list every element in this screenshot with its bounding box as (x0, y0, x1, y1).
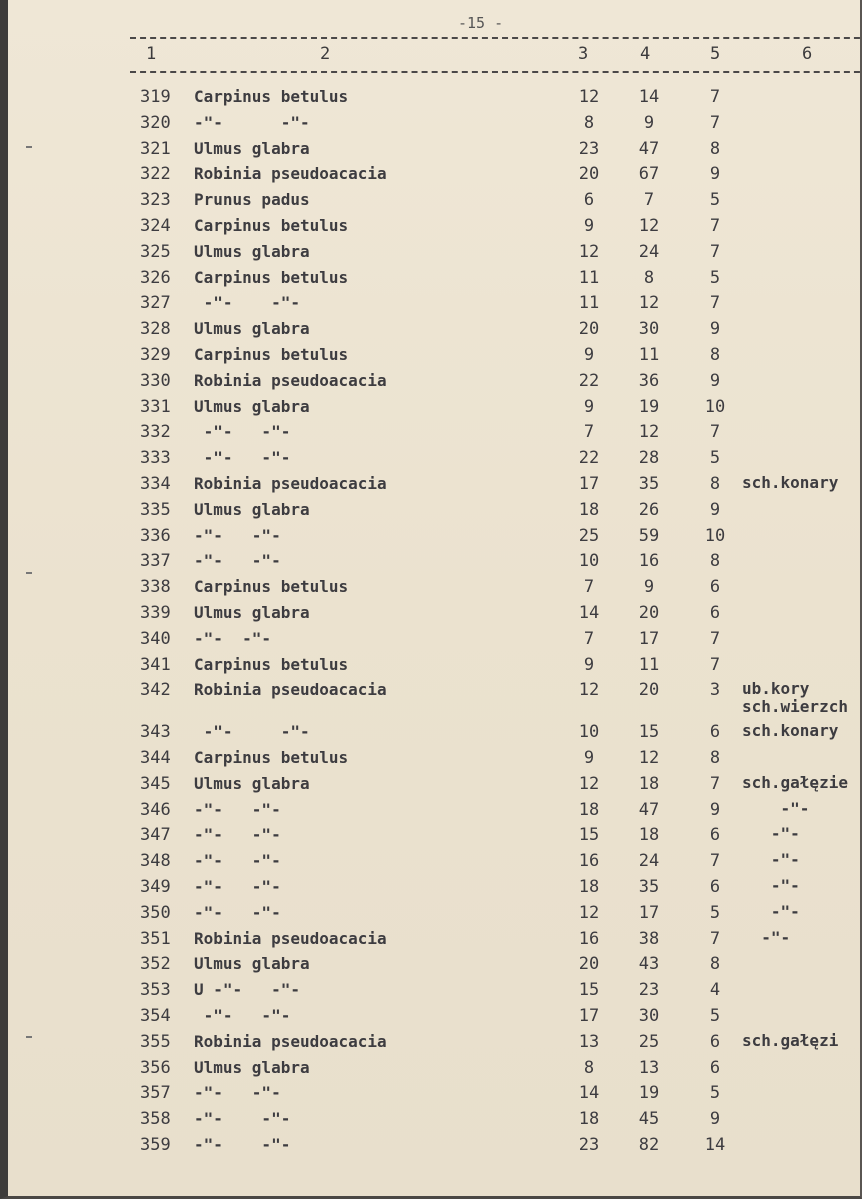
row-number: 338 (140, 577, 171, 598)
col-4-value: 8 (643, 267, 655, 288)
row-number: 330 (140, 370, 171, 391)
table-row (8, 139, 862, 163)
row-number: 327 (140, 293, 171, 314)
col-5-value: 7 (709, 773, 721, 794)
col-3-value: 8 (583, 112, 595, 133)
row-number: 353 (140, 980, 171, 1001)
table-row (8, 722, 862, 746)
species-name: Carpinus betulus (194, 345, 349, 364)
table-row (8, 851, 862, 875)
col-3-value: 12 (578, 241, 600, 262)
col-5-value: 8 (709, 474, 721, 494)
col-5-value: 9 (709, 164, 721, 185)
col-4-value: 9 (643, 112, 655, 133)
col-5-value: 7 (709, 851, 721, 872)
header-rule-top (130, 37, 862, 39)
col-5-value: 6 (709, 722, 721, 743)
col-4-value: 18 (638, 825, 660, 846)
species-name: Robinia pseudoacacia (194, 1031, 387, 1051)
table-row (8, 113, 862, 137)
row-number: 326 (140, 267, 171, 288)
species-name: Ulmus glabra (194, 603, 310, 622)
col-3-value: 17 (578, 474, 600, 494)
header-rule-bottom (130, 71, 862, 73)
col-5-value: 7 (709, 654, 721, 675)
remark: -"- (742, 850, 800, 870)
species-name: Ulmus glabra (194, 138, 310, 158)
col-3-value: 20 (578, 319, 600, 340)
col-3-value: 9 (583, 345, 595, 365)
col-5-value: 10 (704, 525, 726, 546)
species-name: Ulmus glabra (194, 773, 310, 793)
header-col-4: 4 (640, 44, 651, 64)
species-name: -"- -"- (194, 1135, 291, 1154)
col-3-value: 18 (578, 877, 600, 897)
row-number: 349 (140, 877, 171, 897)
row-number: 335 (140, 499, 171, 520)
col-3-value: 12 (578, 902, 600, 923)
species-name: -"- -"- (194, 851, 281, 871)
table-row (8, 242, 862, 266)
row-number: 352 (140, 954, 171, 975)
col-4-value: 30 (638, 319, 660, 340)
species-name: Ulmus glabra (194, 241, 310, 261)
col-4-value: 18 (638, 773, 660, 794)
col-5-value: 4 (709, 980, 721, 1001)
species-name: Prunus padus (194, 190, 310, 210)
species-name: -"- -"- (194, 1109, 291, 1129)
col-4-value: 12 (638, 422, 660, 443)
col-5-value: 7 (709, 87, 721, 107)
table-row (8, 1109, 862, 1133)
col-3-value: 12 (578, 680, 600, 701)
species-name: Ulmus glabra (194, 396, 310, 416)
col-4-value: 35 (638, 474, 660, 494)
remark: -"- (742, 824, 800, 844)
col-3-value: 12 (578, 773, 600, 794)
col-3-value: 15 (578, 825, 600, 846)
col-5-value: 14 (704, 1135, 726, 1155)
table-row (8, 1135, 862, 1159)
col-3-value: 7 (583, 577, 595, 598)
col-4-value: 9 (643, 577, 655, 598)
col-4-value: 13 (638, 1057, 660, 1078)
col-4-value: 24 (638, 851, 660, 872)
row-number: 356 (140, 1057, 171, 1078)
col-3-value: 23 (578, 138, 600, 159)
col-5-value: 9 (709, 1109, 721, 1130)
col-5-value: 6 (709, 603, 721, 623)
table-header (8, 44, 862, 68)
col-5-value: 9 (709, 799, 721, 820)
table-row (8, 954, 862, 978)
table-row (8, 748, 862, 772)
species-name: -"- -"- (194, 628, 272, 648)
col-4-value: 26 (638, 499, 660, 520)
col-5-value: 5 (709, 190, 721, 211)
col-5-value: 8 (709, 954, 721, 975)
row-number: 342 (140, 680, 171, 701)
row-number: 321 (140, 138, 171, 159)
col-5-value: 7 (709, 628, 721, 649)
col-5-value: 7 (709, 241, 721, 262)
col-4-value: 82 (638, 1135, 660, 1155)
species-name: -"- -"- (194, 1006, 291, 1025)
table-row (8, 629, 862, 653)
col-3-value: 6 (583, 190, 595, 211)
remark: -"- (742, 901, 800, 921)
row-number: 343 (140, 722, 171, 743)
table-row (8, 1032, 862, 1056)
table-row (8, 293, 862, 317)
col-5-value: 7 (709, 112, 721, 133)
row-number: 331 (140, 396, 171, 417)
species-name: Ulmus glabra (194, 319, 310, 339)
col-3-value: 23 (578, 1135, 600, 1155)
species-name: -"- -"- (194, 902, 281, 922)
species-name: Carpinus betulus (194, 267, 349, 287)
col-4-value: 20 (638, 680, 660, 701)
col-5-value: 5 (709, 1083, 721, 1104)
row-number: 339 (140, 603, 171, 623)
row-number: 336 (140, 525, 171, 546)
col-4-value: 25 (638, 1031, 660, 1052)
col-3-value: 22 (578, 370, 600, 391)
row-number: 324 (140, 216, 171, 236)
col-4-value: 45 (638, 1109, 660, 1130)
col-3-value: 13 (578, 1031, 600, 1052)
table-row (8, 1083, 862, 1107)
row-number: 333 (140, 448, 171, 469)
col-4-value: 17 (638, 902, 660, 923)
table-row (8, 655, 862, 679)
col-5-value: 7 (709, 422, 721, 443)
species-name: U -"- -"- (194, 980, 300, 1000)
header-col-1: 1 (146, 44, 157, 64)
col-5-value: 5 (709, 448, 721, 469)
col-4-value: 12 (638, 216, 660, 236)
remark: sch.konary (742, 473, 839, 492)
col-5-value: 5 (709, 1006, 721, 1026)
species-name: Robinia pseudoacacia (194, 474, 387, 493)
col-4-value: 19 (638, 1083, 660, 1104)
col-3-value: 16 (578, 851, 600, 872)
col-3-value: 18 (578, 799, 600, 820)
row-number: 332 (140, 422, 171, 443)
col-4-value: 14 (638, 87, 660, 107)
header-col-3: 3 (578, 44, 589, 64)
table-row (8, 1058, 862, 1082)
species-name: Carpinus betulus (194, 577, 349, 597)
col-3-value: 22 (578, 448, 600, 469)
species-name: -"- -"- (194, 799, 281, 819)
col-3-value: 7 (583, 422, 595, 443)
col-3-value: 12 (578, 87, 600, 107)
col-5-value: 8 (709, 345, 721, 365)
row-number: 340 (140, 628, 171, 649)
table-row (8, 500, 862, 524)
page-number: -15 - (458, 14, 504, 32)
col-4-value: 23 (638, 980, 660, 1001)
row-number: 351 (140, 928, 171, 949)
table-row (8, 903, 862, 927)
row-number: 345 (140, 773, 171, 794)
header-col-5: 5 (710, 44, 721, 64)
col-5-value: 8 (709, 748, 721, 768)
col-5-value: 7 (709, 293, 721, 314)
margin-mark (26, 146, 32, 148)
species-name: -"- -"- (194, 525, 281, 545)
row-number: 323 (140, 190, 171, 211)
col-5-value: 7 (709, 216, 721, 236)
row-number: 358 (140, 1109, 171, 1130)
col-5-value: 5 (709, 902, 721, 923)
col-5-value: 5 (709, 267, 721, 288)
remark: -"- (742, 876, 800, 895)
col-5-value: 9 (709, 370, 721, 391)
species-name: -"- -"- (194, 422, 291, 442)
row-number: 357 (140, 1083, 171, 1104)
table-row (8, 190, 862, 214)
species-name: Carpinus betulus (194, 654, 349, 674)
col-3-value: 25 (578, 525, 600, 546)
row-number: 337 (140, 551, 171, 572)
col-3-value: 16 (578, 928, 600, 949)
table-row (8, 800, 862, 824)
col-3-value: 20 (578, 164, 600, 185)
col-3-value: 9 (583, 748, 595, 768)
row-number: 355 (140, 1031, 171, 1052)
row-number: 347 (140, 825, 171, 846)
row-number: 359 (140, 1135, 171, 1155)
species-name: Carpinus betulus (194, 87, 349, 106)
table-row (8, 448, 862, 472)
col-4-value: 24 (638, 241, 660, 262)
table-row (8, 397, 862, 421)
remark: -"- (742, 798, 810, 818)
col-4-value: 30 (638, 1006, 660, 1026)
col-3-value: 15 (578, 980, 600, 1001)
row-number: 341 (140, 654, 171, 675)
col-5-value: 3 (709, 680, 721, 701)
col-5-value: 9 (709, 499, 721, 520)
table-row (8, 877, 862, 901)
row-number: 322 (140, 164, 171, 185)
col-3-value: 9 (583, 396, 595, 417)
col-3-value: 14 (578, 603, 600, 623)
species-name: Robinia pseudoacacia (194, 680, 387, 700)
col-4-value: 17 (638, 628, 660, 649)
col-5-value: 10 (704, 396, 726, 417)
species-name: -"- -"- (194, 1083, 281, 1103)
row-number: 344 (140, 748, 171, 768)
col-4-value: 7 (643, 190, 655, 211)
col-4-value: 19 (638, 396, 660, 417)
col-4-value: 12 (638, 748, 660, 768)
row-number: 350 (140, 902, 171, 923)
species-name: -"- -"- (194, 112, 310, 132)
species-name: Robinia pseudoacacia (194, 370, 387, 390)
row-number: 348 (140, 851, 171, 872)
col-4-value: 36 (638, 370, 660, 391)
col-4-value: 35 (638, 877, 660, 897)
col-3-value: 14 (578, 1083, 600, 1104)
species-name: Carpinus betulus (194, 748, 349, 767)
col-5-value: 7 (709, 928, 721, 949)
row-number: 334 (140, 474, 171, 494)
species-name: -"- -"- (194, 293, 300, 313)
table-row (8, 929, 862, 953)
table-row (8, 577, 862, 601)
table-row (8, 526, 862, 550)
table-row (8, 216, 862, 240)
col-5-value: 9 (709, 319, 721, 340)
col-3-value: 7 (583, 628, 595, 649)
table-row (8, 345, 862, 369)
table-row (8, 87, 862, 111)
col-5-value: 6 (709, 877, 721, 897)
col-4-value: 47 (638, 799, 660, 820)
margin-mark (26, 1036, 32, 1038)
col-5-value: 6 (709, 825, 721, 846)
col-3-value: 10 (578, 722, 600, 743)
row-number: 328 (140, 319, 171, 340)
table-row (8, 319, 862, 343)
remark: sch.konary (742, 721, 839, 741)
table-row (8, 268, 862, 292)
col-3-value: 18 (578, 1109, 600, 1130)
table-row (8, 679, 862, 717)
species-name: Ulmus glabra (194, 499, 310, 519)
row-number: 354 (140, 1006, 171, 1026)
row-number: 320 (140, 112, 171, 133)
col-5-value: 6 (709, 1057, 721, 1078)
species-name: Ulmus glabra (194, 954, 310, 974)
species-name: -"- -"- (194, 551, 281, 571)
species-name: -"- -"- (194, 877, 281, 896)
table-row (8, 774, 862, 798)
header-col-6: 6 (802, 44, 813, 64)
col-5-value: 8 (709, 138, 721, 159)
col-4-value: 20 (638, 603, 660, 623)
col-4-value: 43 (638, 954, 660, 975)
row-number: 346 (140, 799, 171, 820)
table-row (8, 1006, 862, 1030)
col-4-value: 59 (638, 525, 660, 546)
remark: -"- (742, 927, 791, 947)
col-3-value: 8 (583, 1057, 595, 1078)
col-5-value: 6 (709, 1031, 721, 1052)
col-4-value: 11 (638, 345, 660, 365)
row-number: 319 (140, 87, 171, 107)
table-row (8, 603, 862, 627)
table-row (8, 371, 862, 395)
species-name: -"- -"- (194, 448, 291, 468)
species-name: Robinia pseudoacacia (194, 928, 387, 948)
col-3-value: 11 (578, 267, 600, 288)
col-3-value: 20 (578, 954, 600, 975)
col-4-value: 38 (638, 928, 660, 949)
table-row (8, 980, 862, 1004)
species-name: -"- -"- (194, 825, 281, 845)
table-row (8, 825, 862, 849)
remark: sch.gałęzie (742, 772, 848, 792)
col-4-value: 67 (638, 164, 660, 185)
margin-mark (26, 572, 32, 574)
species-name: Carpinus betulus (194, 216, 349, 235)
col-3-value: 18 (578, 499, 600, 520)
col-3-value: 10 (578, 551, 600, 572)
col-4-value: 15 (638, 722, 660, 743)
col-4-value: 28 (638, 448, 660, 469)
row-number: 329 (140, 345, 171, 365)
table-row (8, 551, 862, 575)
col-4-value: 47 (638, 138, 660, 159)
col-3-value: 9 (583, 654, 595, 675)
col-3-value: 17 (578, 1006, 600, 1026)
table-row (8, 164, 862, 188)
species-name: -"- -"- (194, 722, 310, 742)
row-number: 325 (140, 241, 171, 262)
col-3-value: 11 (578, 293, 600, 314)
col-3-value: 9 (583, 216, 595, 236)
col-4-value: 12 (638, 293, 660, 314)
table-row (8, 474, 862, 498)
header-col-2: 2 (320, 44, 331, 64)
col-4-value: 16 (638, 551, 660, 572)
species-name: Robinia pseudoacacia (194, 164, 387, 184)
remark: ub.kory sch.wierzch (742, 679, 848, 717)
species-name: Ulmus glabra (194, 1057, 310, 1077)
col-5-value: 8 (709, 551, 721, 572)
table-row (8, 422, 862, 446)
col-4-value: 11 (638, 654, 660, 675)
col-5-value: 6 (709, 577, 721, 598)
remark: sch.gałęzi (742, 1030, 839, 1050)
